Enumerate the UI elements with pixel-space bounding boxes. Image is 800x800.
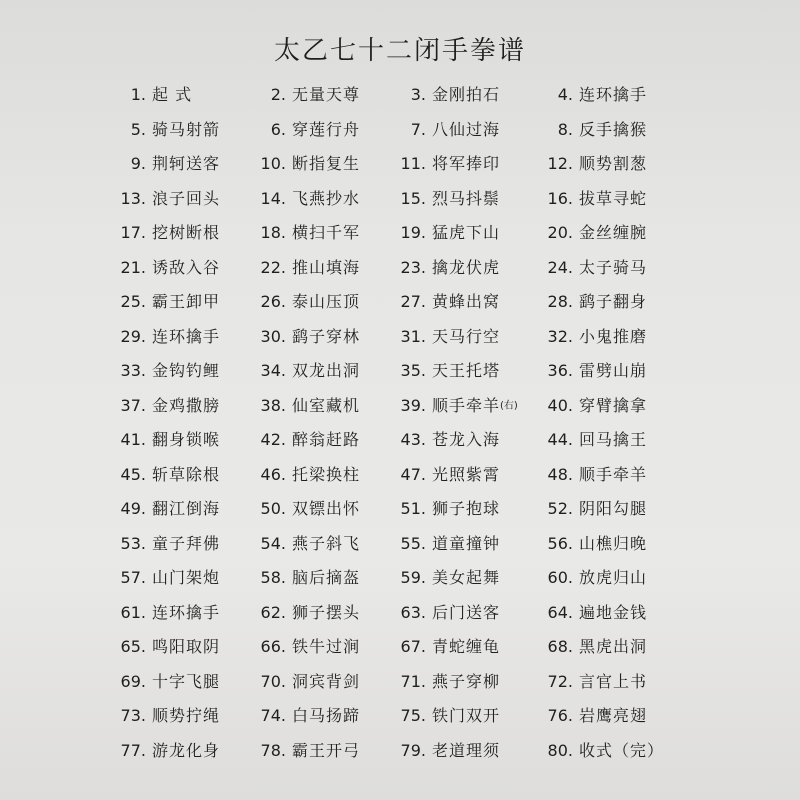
move-item bbox=[539, 596, 722, 631]
move-name: 连环擒手 bbox=[152, 326, 221, 346]
move-name: 鹞子翻身 bbox=[579, 292, 648, 311]
move-number: 66. bbox=[260, 637, 286, 656]
move-name: 拔草寻蛇 bbox=[579, 188, 648, 208]
move-name: 遍地金钱 bbox=[579, 602, 648, 622]
move-number: 78. bbox=[260, 740, 286, 760]
move-number: 23. bbox=[400, 257, 426, 277]
move-name: 白马扬蹄 bbox=[292, 706, 361, 725]
move-item bbox=[539, 182, 722, 217]
move-number: 12. bbox=[547, 154, 573, 173]
move-item bbox=[392, 113, 539, 148]
move-number: 70. bbox=[260, 671, 286, 691]
move-name: 断指复生 bbox=[292, 154, 361, 173]
move-item bbox=[539, 458, 722, 493]
move-number: 36. bbox=[547, 361, 573, 380]
move-number: 13. bbox=[120, 188, 146, 208]
move-name: 黑虎出洞 bbox=[579, 637, 648, 656]
move-item bbox=[112, 458, 252, 493]
move-name: 燕子斜飞 bbox=[292, 533, 361, 553]
move-name: 翻身锁喉 bbox=[152, 430, 221, 449]
move-number: 42. bbox=[260, 430, 286, 449]
move-number: 24. bbox=[547, 257, 573, 277]
move-name: 回马擒王 bbox=[579, 430, 648, 449]
move-item bbox=[252, 113, 392, 148]
move-name: 猛虎下山 bbox=[432, 223, 501, 242]
move-item bbox=[112, 285, 252, 320]
move-item bbox=[539, 561, 722, 596]
move-name: 霸王开弓 bbox=[292, 740, 361, 760]
move-item bbox=[252, 699, 392, 734]
move-number: 46. bbox=[260, 464, 286, 484]
move-name: 道童撞钟 bbox=[432, 533, 501, 553]
move-item bbox=[112, 251, 252, 286]
move-name: 雷劈山崩 bbox=[579, 361, 648, 380]
move-item bbox=[392, 354, 539, 389]
move-number: 14. bbox=[260, 188, 286, 208]
move-number: 56. bbox=[547, 533, 573, 553]
move-number: 54. bbox=[260, 533, 286, 553]
move-number: 47. bbox=[400, 464, 426, 484]
move-name: 起 式 bbox=[152, 85, 193, 104]
move-name: 鹞子穿林 bbox=[292, 326, 361, 346]
move-name: 光照紫霄 bbox=[432, 464, 501, 484]
move-name: 托梁换柱 bbox=[292, 464, 361, 484]
move-number: 26. bbox=[260, 292, 286, 311]
move-number: 50. bbox=[260, 499, 286, 518]
move-item bbox=[112, 113, 252, 148]
move-number: 48. bbox=[547, 464, 573, 484]
move-number: 39. bbox=[400, 395, 426, 415]
move-name: 脑后摘盔 bbox=[292, 568, 361, 587]
move-item bbox=[539, 216, 722, 251]
move-number: 41. bbox=[120, 430, 146, 449]
move-item bbox=[539, 699, 722, 734]
move-number: 71. bbox=[400, 671, 426, 691]
move-number: 59. bbox=[400, 568, 426, 587]
move-number: 45. bbox=[120, 464, 146, 484]
move-item bbox=[252, 423, 392, 458]
move-item bbox=[252, 354, 392, 389]
move-item bbox=[252, 147, 392, 182]
move-number: 76. bbox=[547, 706, 573, 725]
move-name: 小鬼推磨 bbox=[579, 326, 648, 346]
move-number: 20. bbox=[547, 223, 573, 242]
move-item bbox=[539, 354, 722, 389]
move-number: 75. bbox=[400, 706, 426, 725]
move-item bbox=[252, 596, 392, 631]
move-name: 言官上书 bbox=[579, 671, 648, 691]
move-item bbox=[112, 492, 252, 527]
move-number: 62. bbox=[260, 602, 286, 622]
move-item bbox=[392, 458, 539, 493]
move-name: 金刚拍石 bbox=[432, 85, 501, 104]
move-item bbox=[112, 561, 252, 596]
move-name: 连环擒手 bbox=[579, 85, 648, 104]
move-name: 推山填海 bbox=[292, 257, 361, 277]
move-item bbox=[112, 699, 252, 734]
move-name: 放虎归山 bbox=[579, 568, 648, 587]
move-name: 青蛇缠龟 bbox=[432, 637, 501, 656]
move-name: 鸣阳取阴 bbox=[152, 637, 221, 656]
move-number: 29. bbox=[120, 326, 146, 346]
move-number: 30. bbox=[260, 326, 286, 346]
move-item bbox=[112, 147, 252, 182]
move-name: 收式（完） bbox=[579, 740, 665, 760]
move-item bbox=[112, 423, 252, 458]
move-number: 33. bbox=[120, 361, 146, 380]
move-number: 77. bbox=[120, 740, 146, 760]
move-number: 60. bbox=[547, 568, 573, 587]
move-name: 顺势拧绳 bbox=[152, 706, 221, 725]
move-name: 仙室藏机 bbox=[292, 395, 361, 415]
move-name: 双镖出怀 bbox=[292, 499, 361, 518]
move-name: 山门架炮 bbox=[152, 568, 221, 587]
move-item bbox=[252, 320, 392, 355]
move-number: 4. bbox=[557, 85, 573, 104]
move-number: 28. bbox=[547, 292, 573, 311]
move-item bbox=[392, 320, 539, 355]
move-item bbox=[112, 734, 252, 769]
move-item bbox=[539, 113, 722, 148]
move-item bbox=[252, 389, 392, 424]
move-number: 10. bbox=[260, 154, 286, 173]
move-name: 顺手牵羊 bbox=[579, 464, 648, 484]
move-item bbox=[392, 182, 539, 217]
move-number: 74. bbox=[260, 706, 286, 725]
move-number: 52. bbox=[547, 499, 573, 518]
move-number: 5. bbox=[130, 119, 146, 139]
document-title: 太乙七十二闭手拳谱 bbox=[273, 36, 526, 66]
move-item bbox=[252, 78, 392, 113]
move-name: 天马行空 bbox=[432, 326, 501, 346]
move-number: 22. bbox=[260, 257, 286, 277]
move-item bbox=[539, 285, 722, 320]
move-item bbox=[252, 561, 392, 596]
move-number: 27. bbox=[400, 292, 426, 311]
move-item bbox=[392, 389, 539, 424]
move-item bbox=[392, 285, 539, 320]
move-number: 38. bbox=[260, 395, 286, 415]
move-number: 9. bbox=[130, 154, 146, 173]
move-name: 无量天尊 bbox=[292, 85, 361, 104]
move-name: 浪子回头 bbox=[152, 188, 221, 208]
move-name: 反手擒猴 bbox=[579, 119, 648, 139]
move-name: 天王托塔 bbox=[432, 361, 501, 380]
move-note: (右) bbox=[500, 399, 518, 411]
move-item bbox=[252, 665, 392, 700]
move-number: 8. bbox=[557, 119, 573, 139]
move-item bbox=[252, 630, 392, 665]
move-name: 美女起舞 bbox=[432, 568, 501, 587]
move-name: 太子骑马 bbox=[579, 257, 648, 277]
move-name: 骑马射箭 bbox=[152, 119, 221, 139]
move-item bbox=[539, 527, 722, 562]
move-item bbox=[392, 423, 539, 458]
move-number: 6. bbox=[270, 119, 286, 139]
move-number: 65. bbox=[120, 637, 146, 656]
move-item bbox=[392, 492, 539, 527]
move-name: 铁牛过涧 bbox=[292, 637, 361, 656]
move-number: 49. bbox=[120, 499, 146, 518]
move-number: 16. bbox=[547, 188, 573, 208]
move-item bbox=[112, 182, 252, 217]
move-number: 53. bbox=[120, 533, 146, 553]
move-number: 67. bbox=[400, 637, 426, 656]
move-number: 44. bbox=[547, 430, 573, 449]
move-number: 68. bbox=[547, 637, 573, 656]
move-number: 58. bbox=[260, 568, 286, 587]
move-name: 狮子抱球 bbox=[432, 499, 501, 518]
move-number: 64. bbox=[547, 602, 573, 622]
move-name: 童子拜佛 bbox=[152, 533, 221, 553]
move-item bbox=[392, 251, 539, 286]
move-item bbox=[112, 630, 252, 665]
move-item bbox=[392, 630, 539, 665]
move-item bbox=[252, 458, 392, 493]
move-item bbox=[252, 734, 392, 769]
move-item bbox=[539, 320, 722, 355]
move-item bbox=[392, 665, 539, 700]
move-item bbox=[539, 147, 722, 182]
move-number: 80. bbox=[547, 740, 573, 760]
move-name: 游龙化身 bbox=[152, 740, 221, 760]
move-item bbox=[112, 665, 252, 700]
move-number: 1. bbox=[130, 85, 146, 104]
move-number: 21. bbox=[120, 257, 146, 277]
move-name: 燕子穿柳 bbox=[432, 671, 501, 691]
move-item bbox=[392, 527, 539, 562]
move-item bbox=[252, 527, 392, 562]
move-number: 79. bbox=[400, 740, 426, 760]
move-number: 17. bbox=[120, 223, 146, 242]
move-name: 挖树断根 bbox=[152, 223, 221, 242]
move-number: 69. bbox=[120, 671, 146, 691]
move-item bbox=[539, 389, 722, 424]
move-name: 横扫千军 bbox=[292, 223, 361, 242]
move-item bbox=[252, 492, 392, 527]
move-item bbox=[252, 285, 392, 320]
move-number: 31. bbox=[400, 326, 426, 346]
move-number: 43. bbox=[400, 430, 426, 449]
move-number: 2. bbox=[270, 85, 286, 104]
move-number: 72. bbox=[547, 671, 573, 691]
move-name: 苍龙入海 bbox=[432, 430, 501, 449]
move-number: 3. bbox=[410, 85, 426, 104]
move-name: 荆轲送客 bbox=[152, 154, 221, 173]
move-item bbox=[392, 147, 539, 182]
move-item bbox=[252, 251, 392, 286]
move-name: 斩草除根 bbox=[152, 464, 221, 484]
moves-list bbox=[112, 78, 722, 768]
move-name: 金丝缠腕 bbox=[579, 223, 648, 242]
move-number: 35. bbox=[400, 361, 426, 380]
move-name: 黄蜂出窝 bbox=[432, 292, 501, 311]
move-name: 后门送客 bbox=[432, 602, 501, 622]
move-item bbox=[539, 665, 722, 700]
move-item bbox=[112, 354, 252, 389]
move-name: 洞宾背剑 bbox=[292, 671, 361, 691]
move-item bbox=[392, 734, 539, 769]
move-name: 双龙出洞 bbox=[292, 361, 361, 380]
move-item bbox=[539, 423, 722, 458]
move-number: 57. bbox=[120, 568, 146, 587]
move-name: 岩鹰亮翅 bbox=[579, 706, 648, 725]
move-item bbox=[539, 78, 722, 113]
move-name: 老道理须 bbox=[432, 740, 501, 760]
move-item bbox=[252, 182, 392, 217]
move-name: 泰山压顶 bbox=[292, 292, 361, 311]
move-item bbox=[392, 561, 539, 596]
move-name: 铁门双开 bbox=[432, 706, 501, 725]
move-number: 34. bbox=[260, 361, 286, 380]
move-item bbox=[112, 527, 252, 562]
move-name: 霸王卸甲 bbox=[152, 292, 221, 311]
move-number: 7. bbox=[410, 119, 426, 139]
move-item bbox=[539, 492, 722, 527]
move-name: 将军捧印 bbox=[432, 154, 501, 173]
move-number: 32. bbox=[547, 326, 573, 346]
move-number: 40. bbox=[547, 395, 573, 415]
move-number: 61. bbox=[120, 602, 146, 622]
move-item bbox=[112, 596, 252, 631]
move-number: 55. bbox=[400, 533, 426, 553]
move-name: 金钩钓鲤 bbox=[152, 361, 221, 380]
move-name: 烈马抖鬃 bbox=[432, 188, 501, 208]
move-item bbox=[112, 78, 252, 113]
move-name: 金鸡撒膀 bbox=[152, 395, 221, 415]
move-item bbox=[252, 216, 392, 251]
move-name: 穿莲行舟 bbox=[292, 119, 361, 139]
move-item bbox=[392, 596, 539, 631]
move-number: 11. bbox=[400, 154, 426, 173]
move-number: 37. bbox=[120, 395, 146, 415]
move-name: 飞燕抄水 bbox=[292, 188, 361, 208]
move-item bbox=[112, 216, 252, 251]
move-number: 25. bbox=[120, 292, 146, 311]
move-name: 八仙过海 bbox=[432, 119, 501, 139]
move-item bbox=[539, 734, 722, 769]
move-name: 顺势割葱 bbox=[579, 154, 648, 173]
move-number: 63. bbox=[400, 602, 426, 622]
move-name: 狮子摆头 bbox=[292, 602, 361, 622]
move-name: 顺手牵羊 bbox=[432, 395, 501, 415]
move-name: 穿臂擒拿 bbox=[579, 395, 648, 415]
move-item bbox=[392, 699, 539, 734]
move-item bbox=[392, 216, 539, 251]
move-name: 翻江倒海 bbox=[152, 499, 221, 518]
move-number: 73. bbox=[120, 706, 146, 725]
move-name: 山樵归晚 bbox=[579, 533, 648, 553]
move-name: 擒龙伏虎 bbox=[432, 257, 501, 277]
move-item bbox=[112, 320, 252, 355]
move-number: 15. bbox=[400, 188, 426, 208]
move-item bbox=[392, 78, 539, 113]
move-item bbox=[112, 389, 252, 424]
move-item bbox=[539, 630, 722, 665]
move-name: 阴阳勾腿 bbox=[579, 499, 648, 518]
move-number: 18. bbox=[260, 223, 286, 242]
move-number: 19. bbox=[400, 223, 426, 242]
move-name: 醉翁赶路 bbox=[292, 430, 361, 449]
move-name: 诱敌入谷 bbox=[152, 257, 221, 277]
move-name: 十字飞腿 bbox=[152, 671, 221, 691]
move-item bbox=[539, 251, 722, 286]
move-number: 51. bbox=[400, 499, 426, 518]
move-name: 连环擒手 bbox=[152, 602, 221, 622]
